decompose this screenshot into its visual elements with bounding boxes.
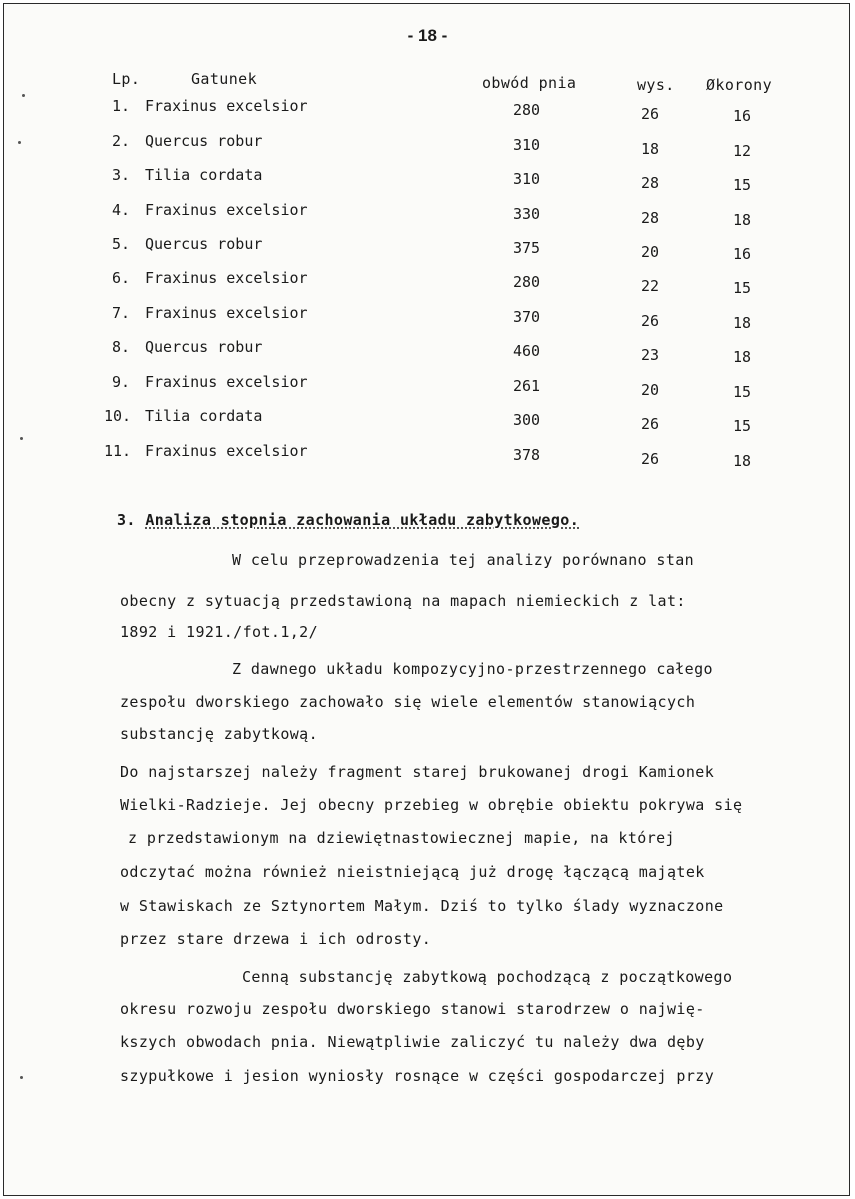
cell-girth: 378 [513, 446, 541, 464]
paragraph-line: 1892 i 1921./fot.1,2/ [120, 623, 319, 641]
cell-lp: 11. [104, 442, 132, 460]
cell-height: 22 [641, 277, 660, 295]
cell-lp: 9. [112, 373, 131, 391]
cell-crown: 16 [733, 245, 752, 263]
cell-height: 26 [641, 105, 660, 123]
cell-species: Quercus robur [145, 132, 263, 150]
cell-species: Fraxinus excelsior [145, 442, 308, 460]
cell-height: 18 [641, 140, 660, 158]
header-crown: Økorony [706, 76, 773, 94]
paragraph-line: W celu przeprowadzenia tej analizy porównano stan [232, 551, 695, 569]
cell-crown: 16 [733, 107, 752, 125]
cell-species: Fraxinus excelsior [145, 97, 308, 115]
cell-lp: 4. [112, 201, 131, 219]
paragraph-line: kszych obwodach pnia. Niewątpliwie zaliczyć tu należy dwa dęby [120, 1033, 705, 1051]
paragraph-line: Wielki-Radzieje. Jej obecny przebieg w obrębie obiektu pokrywa się [120, 796, 743, 814]
section-number: 3. [117, 511, 136, 529]
cell-girth: 460 [513, 342, 541, 360]
paragraph-line: substancję zabytkową. [120, 725, 319, 743]
cell-crown: 12 [733, 142, 752, 160]
margin-mark [20, 1076, 23, 1079]
cell-species: Fraxinus excelsior [145, 304, 308, 322]
cell-lp: 8. [112, 338, 131, 356]
cell-height: 20 [641, 381, 660, 399]
cell-girth: 280 [513, 101, 541, 119]
paragraph-line: Z dawnego układu kompozycyjno-przestrzennego całego [232, 660, 713, 678]
cell-crown: 18 [733, 348, 752, 366]
paragraph-line: szypułkowe i jesion wyniosły rosnące w części gospodarczej przy [120, 1067, 715, 1085]
margin-mark [20, 437, 23, 440]
paragraph-line: zespołu dworskiego zachowało się wiele elementów stanowiących [120, 693, 696, 711]
header-height: wys. [637, 76, 675, 94]
cell-girth: 370 [513, 308, 541, 326]
paragraph-line: odczytać można również nieistniejącą już drogę łączącą majątek [120, 863, 705, 881]
paragraph-line: okresu rozwoju zespołu dworskiego stanowi starodrzew o najwię- [120, 1000, 705, 1018]
cell-species: Fraxinus excelsior [145, 269, 308, 287]
margin-mark [22, 94, 25, 97]
cell-height: 23 [641, 346, 660, 364]
header-lp: Lp. [112, 70, 141, 88]
cell-girth: 261 [513, 377, 541, 395]
cell-crown: 18 [733, 211, 752, 229]
cell-species: Quercus robur [145, 338, 263, 356]
cell-height: 28 [641, 209, 660, 227]
cell-crown: 15 [733, 279, 752, 297]
section-title: Analiza stopnia zachowania układu zabytkowego. [145, 511, 580, 529]
cell-species: Fraxinus excelsior [145, 201, 308, 219]
header-girth: obwód pnia [482, 74, 577, 92]
cell-girth: 330 [513, 205, 541, 223]
cell-crown: 15 [733, 176, 752, 194]
paragraph-line: przez stare drzewa i ich odrosty. [120, 930, 432, 948]
paragraph-line: Cenną substancję zabytkową pochodzącą z początkowego [242, 968, 733, 986]
cell-lp: 7. [112, 304, 131, 322]
cell-crown: 18 [733, 452, 752, 470]
cell-girth: 310 [513, 136, 541, 154]
cell-height: 20 [641, 243, 660, 261]
paragraph-line: Do najstarszej należy fragment starej brukowanej drogi Kamionek [120, 763, 715, 781]
cell-lp: 10. [104, 407, 132, 425]
cell-species: Tilia cordata [145, 407, 263, 425]
page-number: - 18 - [407, 26, 448, 45]
cell-species: Tilia cordata [145, 166, 263, 184]
cell-height: 26 [641, 312, 660, 330]
cell-crown: 15 [733, 417, 752, 435]
cell-girth: 280 [513, 273, 541, 291]
header-species: Gatunek [191, 70, 258, 88]
paragraph-line: w Stawiskach ze Sztynortem Małym. Dziś to tylko ślady wyznaczone [120, 897, 724, 915]
cell-crown: 15 [733, 383, 752, 401]
cell-girth: 375 [513, 239, 541, 257]
cell-lp: 5. [112, 235, 131, 253]
cell-lp: 3. [112, 166, 131, 184]
section-heading [117, 511, 579, 529]
cell-height: 26 [641, 415, 660, 433]
document-page [3, 3, 850, 1196]
paragraph-line: obecny z sytuacją przedstawioną na mapach niemieckich z lat: [120, 592, 686, 610]
cell-crown: 18 [733, 314, 752, 332]
cell-height: 26 [641, 450, 660, 468]
cell-species: Quercus robur [145, 235, 263, 253]
paragraph-line: z przedstawionym na dziewiętnastowiecznej mapie, na której [128, 829, 675, 847]
cell-lp: 6. [112, 269, 131, 287]
cell-lp: 1. [112, 97, 131, 115]
cell-species: Fraxinus excelsior [145, 373, 308, 391]
cell-girth: 310 [513, 170, 541, 188]
cell-height: 28 [641, 174, 660, 192]
cell-lp: 2. [112, 132, 131, 150]
margin-mark [18, 141, 21, 144]
cell-girth: 300 [513, 411, 541, 429]
